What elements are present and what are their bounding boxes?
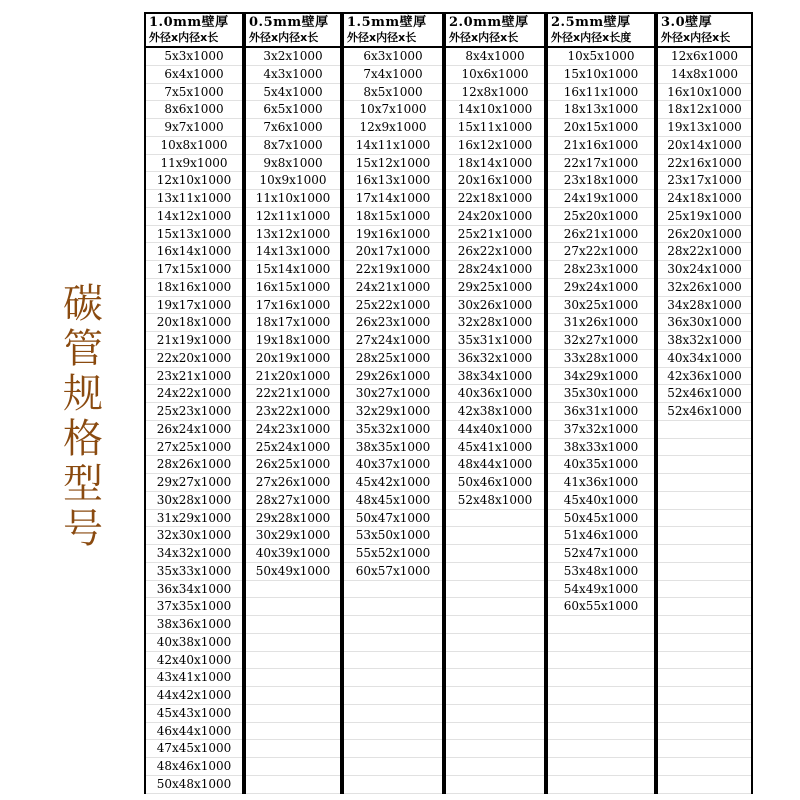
spec-row: 36x32x1000 (446, 350, 544, 368)
spec-row: 43x41x1000 (146, 669, 242, 687)
spec-row: 21x19x1000 (146, 332, 242, 350)
spec-row: 38x35x1000 (344, 439, 442, 457)
spec-row: 24x18x1000 (658, 190, 751, 208)
spec-row: 14x11x1000 (344, 137, 442, 155)
spec-row: 16x14x1000 (146, 243, 242, 261)
spec-row: 36x31x1000 (548, 403, 654, 421)
empty-row (246, 776, 340, 794)
spec-list (246, 48, 340, 794)
spec-row: 14x8x1000 (658, 66, 751, 84)
spec-row: 22x21x1000 (246, 385, 340, 403)
spec-row: 48x46x1000 (146, 758, 242, 776)
spec-column (546, 12, 656, 794)
spec-row: 25x23x1000 (146, 403, 242, 421)
spec-row: 38x34x1000 (446, 368, 544, 386)
spec-column (656, 12, 753, 794)
spec-row: 9x8x1000 (246, 155, 340, 173)
spec-row: 51x46x1000 (548, 527, 654, 545)
spec-row: 26x24x1000 (146, 421, 242, 439)
spec-row: 34x29x1000 (548, 368, 654, 386)
spec-row: 52x48x1000 (446, 492, 544, 510)
column-subtitle: 外径x内径x长 (347, 31, 417, 44)
spec-row: 24x22x1000 (146, 385, 242, 403)
spec-row: 8x6x1000 (146, 101, 242, 119)
empty-row (446, 545, 544, 563)
empty-row (446, 598, 544, 616)
spec-row: 14x10x1000 (446, 101, 544, 119)
spec-row: 36x30x1000 (658, 314, 751, 332)
empty-row (548, 634, 654, 652)
spec-row: 28x25x1000 (344, 350, 442, 368)
empty-row (548, 758, 654, 776)
spec-row: 25x21x1000 (446, 226, 544, 244)
spec-row: 12x11x1000 (246, 208, 340, 226)
column-subtitle: 外径x内径x长 (249, 31, 319, 44)
spec-row: 14x13x1000 (246, 243, 340, 261)
empty-row (246, 652, 340, 670)
empty-row (446, 652, 544, 670)
spec-row: 30x26x1000 (446, 297, 544, 315)
empty-row (344, 687, 442, 705)
column-subtitle: 外径x内径x长度 (551, 31, 632, 44)
empty-row (246, 634, 340, 652)
spec-row: 7x5x1000 (146, 84, 242, 102)
spec-row: 18x17x1000 (246, 314, 340, 332)
spec-row: 38x36x1000 (146, 616, 242, 634)
empty-row (344, 669, 442, 687)
spec-row: 26x21x1000 (548, 226, 654, 244)
spec-row: 41x36x1000 (548, 474, 654, 492)
spec-row: 28x26x1000 (146, 456, 242, 474)
empty-row (446, 723, 544, 741)
spec-row: 11x9x1000 (146, 155, 242, 173)
empty-row (658, 421, 751, 439)
empty-row (658, 545, 751, 563)
spec-row: 52x47x1000 (548, 545, 654, 563)
spec-list (446, 48, 544, 794)
empty-row (548, 705, 654, 723)
spec-row: 12x9x1000 (344, 119, 442, 137)
spec-row: 31x26x1000 (548, 314, 654, 332)
spec-row: 50x48x1000 (146, 776, 242, 794)
spec-row: 3x2x1000 (246, 48, 340, 66)
empty-row (246, 687, 340, 705)
spec-row: 48x44x1000 (446, 456, 544, 474)
column-subtitle: 外径x内径x长 (661, 31, 731, 44)
spec-row: 18x12x1000 (658, 101, 751, 119)
empty-row (446, 776, 544, 794)
column-header (246, 12, 340, 48)
empty-row (658, 439, 751, 457)
spec-row: 45x41x1000 (446, 439, 544, 457)
spec-row: 22x18x1000 (446, 190, 544, 208)
spec-row: 40x39x1000 (246, 545, 340, 563)
spec-row: 44x40x1000 (446, 421, 544, 439)
empty-row (446, 669, 544, 687)
spec-row: 15x10x1000 (548, 66, 654, 84)
spec-row: 19x17x1000 (146, 297, 242, 315)
empty-row (548, 652, 654, 670)
spec-row: 38x32x1000 (658, 332, 751, 350)
spec-row: 42x40x1000 (146, 652, 242, 670)
spec-row: 52x46x1000 (658, 403, 751, 421)
spec-row: 26x20x1000 (658, 226, 751, 244)
spec-list (548, 48, 654, 794)
spec-column (144, 12, 244, 794)
spec-column (342, 12, 444, 794)
spec-row: 30x29x1000 (246, 527, 340, 545)
empty-row (658, 758, 751, 776)
empty-row (446, 563, 544, 581)
spec-row: 5x3x1000 (146, 48, 242, 66)
empty-row (246, 581, 340, 599)
side-title-char: 规 (63, 371, 103, 417)
spec-row: 18x14x1000 (446, 155, 544, 173)
spec-row: 24x23x1000 (246, 421, 340, 439)
spec-row: 21x16x1000 (548, 137, 654, 155)
spec-list (658, 48, 751, 794)
spec-row: 8x7x1000 (246, 137, 340, 155)
spec-row: 35x30x1000 (548, 385, 654, 403)
column-subtitle: 外径x内径x长 (449, 31, 519, 44)
spec-row: 6x4x1000 (146, 66, 242, 84)
side-title-char: 碳 (63, 281, 103, 327)
spec-row: 53x48x1000 (548, 563, 654, 581)
empty-row (658, 616, 751, 634)
spec-row: 40x36x1000 (446, 385, 544, 403)
spec-row: 4x3x1000 (246, 66, 340, 84)
spec-row: 15x14x1000 (246, 261, 340, 279)
spec-row: 19x16x1000 (344, 226, 442, 244)
column-header (446, 12, 544, 48)
empty-row (658, 581, 751, 599)
spec-row: 47x45x1000 (146, 740, 242, 758)
spec-row: 24x19x1000 (548, 190, 654, 208)
spec-row: 28x22x1000 (658, 243, 751, 261)
side-title (58, 282, 108, 552)
spec-row: 35x32x1000 (344, 421, 442, 439)
spec-row: 32x30x1000 (146, 527, 242, 545)
spec-row: 8x4x1000 (446, 48, 544, 66)
spec-row: 45x42x1000 (344, 474, 442, 492)
spec-row: 34x32x1000 (146, 545, 242, 563)
spec-row: 22x16x1000 (658, 155, 751, 173)
empty-row (658, 669, 751, 687)
empty-row (446, 740, 544, 758)
spec-row: 17x16x1000 (246, 297, 340, 315)
spec-row: 19x18x1000 (246, 332, 340, 350)
spec-row: 19x13x1000 (658, 119, 751, 137)
empty-row (548, 669, 654, 687)
spec-row: 11x10x1000 (246, 190, 340, 208)
spec-row: 25x20x1000 (548, 208, 654, 226)
spec-row: 27x26x1000 (246, 474, 340, 492)
column-header (344, 12, 442, 48)
empty-row (658, 687, 751, 705)
column-header (658, 12, 751, 48)
spec-row: 17x14x1000 (344, 190, 442, 208)
spec-row: 17x15x1000 (146, 261, 242, 279)
empty-row (446, 705, 544, 723)
spec-row: 6x3x1000 (344, 48, 442, 66)
empty-row (548, 687, 654, 705)
empty-row (344, 758, 442, 776)
spec-row: 28x23x1000 (548, 261, 654, 279)
spec-row: 20x19x1000 (246, 350, 340, 368)
empty-row (658, 652, 751, 670)
spec-row: 10x5x1000 (548, 48, 654, 66)
spec-row: 30x27x1000 (344, 385, 442, 403)
empty-row (446, 758, 544, 776)
empty-row (446, 510, 544, 528)
empty-row (344, 598, 442, 616)
empty-row (658, 510, 751, 528)
spec-row: 32x29x1000 (344, 403, 442, 421)
spec-row: 50x46x1000 (446, 474, 544, 492)
spec-row: 33x28x1000 (548, 350, 654, 368)
spec-row: 18x13x1000 (548, 101, 654, 119)
spec-row: 16x11x1000 (548, 84, 654, 102)
spec-row: 24x20x1000 (446, 208, 544, 226)
spec-row: 15x11x1000 (446, 119, 544, 137)
spec-row: 27x25x1000 (146, 439, 242, 457)
column-title: 1.5mm壁厚 (347, 15, 427, 30)
spec-row: 7x4x1000 (344, 66, 442, 84)
side-title-char: 号 (63, 506, 103, 552)
spec-row: 9x7x1000 (146, 119, 242, 137)
spec-row: 40x38x1000 (146, 634, 242, 652)
empty-row (246, 705, 340, 723)
column-header (548, 12, 654, 48)
column-title: 2.5mm壁厚 (551, 15, 631, 30)
side-title-char: 格 (63, 416, 103, 462)
spec-row: 20x17x1000 (344, 243, 442, 261)
spec-row: 5x4x1000 (246, 84, 340, 102)
spec-row: 35x33x1000 (146, 563, 242, 581)
spec-row: 35x31x1000 (446, 332, 544, 350)
spec-row: 60x55x1000 (548, 598, 654, 616)
spec-column (444, 12, 546, 794)
empty-row (446, 616, 544, 634)
spec-row: 31x29x1000 (146, 510, 242, 528)
spec-list (344, 48, 442, 794)
spec-row: 28x27x1000 (246, 492, 340, 510)
spec-row: 42x38x1000 (446, 403, 544, 421)
spec-row: 36x34x1000 (146, 581, 242, 599)
spec-row: 23x22x1000 (246, 403, 340, 421)
spec-row: 42x36x1000 (658, 368, 751, 386)
empty-row (344, 740, 442, 758)
spec-row: 25x22x1000 (344, 297, 442, 315)
empty-row (658, 598, 751, 616)
spec-row: 22x20x1000 (146, 350, 242, 368)
column-title: 2.0mm壁厚 (449, 15, 529, 30)
spec-row: 27x24x1000 (344, 332, 442, 350)
spec-row: 28x24x1000 (446, 261, 544, 279)
side-title-char: 型 (63, 461, 103, 507)
empty-row (658, 527, 751, 545)
empty-row (344, 581, 442, 599)
empty-row (548, 740, 654, 758)
spec-row: 38x33x1000 (548, 439, 654, 457)
empty-row (658, 456, 751, 474)
spec-row: 29x28x1000 (246, 510, 340, 528)
spec-row: 12x10x1000 (146, 172, 242, 190)
spec-row: 23x18x1000 (548, 172, 654, 190)
empty-row (548, 723, 654, 741)
spec-row: 15x12x1000 (344, 155, 442, 173)
spec-row: 7x6x1000 (246, 119, 340, 137)
empty-row (446, 527, 544, 545)
spec-row: 44x42x1000 (146, 687, 242, 705)
empty-row (344, 705, 442, 723)
empty-row (658, 740, 751, 758)
spec-row: 15x13x1000 (146, 226, 242, 244)
spec-row: 30x25x1000 (548, 297, 654, 315)
spec-row: 45x40x1000 (548, 492, 654, 510)
spec-row: 29x26x1000 (344, 368, 442, 386)
column-title: 3.0壁厚 (661, 15, 713, 30)
spec-row: 24x21x1000 (344, 279, 442, 297)
spec-row: 27x22x1000 (548, 243, 654, 261)
spec-row: 40x34x1000 (658, 350, 751, 368)
column-subtitle: 外径x内径x长 (149, 31, 219, 44)
column-title: 0.5mm壁厚 (249, 15, 329, 30)
empty-row (344, 616, 442, 634)
spec-row: 26x25x1000 (246, 456, 340, 474)
spec-row: 16x13x1000 (344, 172, 442, 190)
spec-row: 29x25x1000 (446, 279, 544, 297)
spec-row: 16x10x1000 (658, 84, 751, 102)
spec-row: 6x5x1000 (246, 101, 340, 119)
spec-row: 29x24x1000 (548, 279, 654, 297)
spec-row: 10x9x1000 (246, 172, 340, 190)
spec-row: 10x8x1000 (146, 137, 242, 155)
spec-row: 37x32x1000 (548, 421, 654, 439)
spec-row: 60x57x1000 (344, 563, 442, 581)
empty-row (246, 758, 340, 776)
spec-row: 20x15x1000 (548, 119, 654, 137)
empty-row (246, 723, 340, 741)
spec-row: 16x15x1000 (246, 279, 340, 297)
spec-row: 55x52x1000 (344, 545, 442, 563)
spec-row: 53x50x1000 (344, 527, 442, 545)
empty-row (446, 687, 544, 705)
spec-row: 32x27x1000 (548, 332, 654, 350)
spec-row: 32x28x1000 (446, 314, 544, 332)
empty-row (658, 705, 751, 723)
empty-row (246, 669, 340, 687)
spec-row: 50x49x1000 (246, 563, 340, 581)
empty-row (658, 492, 751, 510)
spec-row: 50x45x1000 (548, 510, 654, 528)
empty-row (246, 598, 340, 616)
spec-row: 45x43x1000 (146, 705, 242, 723)
spec-row: 12x8x1000 (446, 84, 544, 102)
spec-row: 37x35x1000 (146, 598, 242, 616)
empty-row (658, 474, 751, 492)
empty-row (658, 634, 751, 652)
empty-row (548, 776, 654, 794)
spec-row: 52x46x1000 (658, 385, 751, 403)
column-header (146, 12, 242, 48)
spec-row: 23x17x1000 (658, 172, 751, 190)
spec-row: 22x19x1000 (344, 261, 442, 279)
spec-row: 18x15x1000 (344, 208, 442, 226)
spec-row: 20x16x1000 (446, 172, 544, 190)
spec-row: 22x17x1000 (548, 155, 654, 173)
spec-row: 13x11x1000 (146, 190, 242, 208)
spec-row: 40x35x1000 (548, 456, 654, 474)
spec-row: 26x23x1000 (344, 314, 442, 332)
spec-row: 48x45x1000 (344, 492, 442, 510)
spec-row: 29x27x1000 (146, 474, 242, 492)
empty-row (548, 616, 654, 634)
spec-row: 34x28x1000 (658, 297, 751, 315)
spec-row: 26x22x1000 (446, 243, 544, 261)
empty-row (344, 723, 442, 741)
spec-row: 10x6x1000 (446, 66, 544, 84)
side-title-char: 管 (63, 326, 103, 372)
spec-row: 30x28x1000 (146, 492, 242, 510)
empty-row (246, 616, 340, 634)
empty-row (344, 652, 442, 670)
empty-row (446, 581, 544, 599)
spec-row: 14x12x1000 (146, 208, 242, 226)
empty-row (658, 776, 751, 794)
spec-column (244, 12, 342, 794)
empty-row (344, 634, 442, 652)
spec-row: 32x26x1000 (658, 279, 751, 297)
spec-row: 54x49x1000 (548, 581, 654, 599)
spec-row: 20x14x1000 (658, 137, 751, 155)
spec-row: 10x7x1000 (344, 101, 442, 119)
spec-row: 46x44x1000 (146, 723, 242, 741)
spec-row: 12x6x1000 (658, 48, 751, 66)
spec-row: 50x47x1000 (344, 510, 442, 528)
spec-row: 23x21x1000 (146, 368, 242, 386)
spec-row: 8x5x1000 (344, 84, 442, 102)
empty-row (446, 634, 544, 652)
empty-row (658, 723, 751, 741)
spec-row: 16x12x1000 (446, 137, 544, 155)
spec-row: 18x16x1000 (146, 279, 242, 297)
spec-row: 40x37x1000 (344, 456, 442, 474)
spec-list (146, 48, 242, 794)
spec-row: 30x24x1000 (658, 261, 751, 279)
spec-row: 25x24x1000 (246, 439, 340, 457)
spec-row: 25x19x1000 (658, 208, 751, 226)
spec-row: 20x18x1000 (146, 314, 242, 332)
spec-row: 13x12x1000 (246, 226, 340, 244)
empty-row (658, 563, 751, 581)
column-title: 1.0mm壁厚 (149, 15, 229, 30)
spec-row: 21x20x1000 (246, 368, 340, 386)
empty-row (246, 740, 340, 758)
empty-row (344, 776, 442, 794)
